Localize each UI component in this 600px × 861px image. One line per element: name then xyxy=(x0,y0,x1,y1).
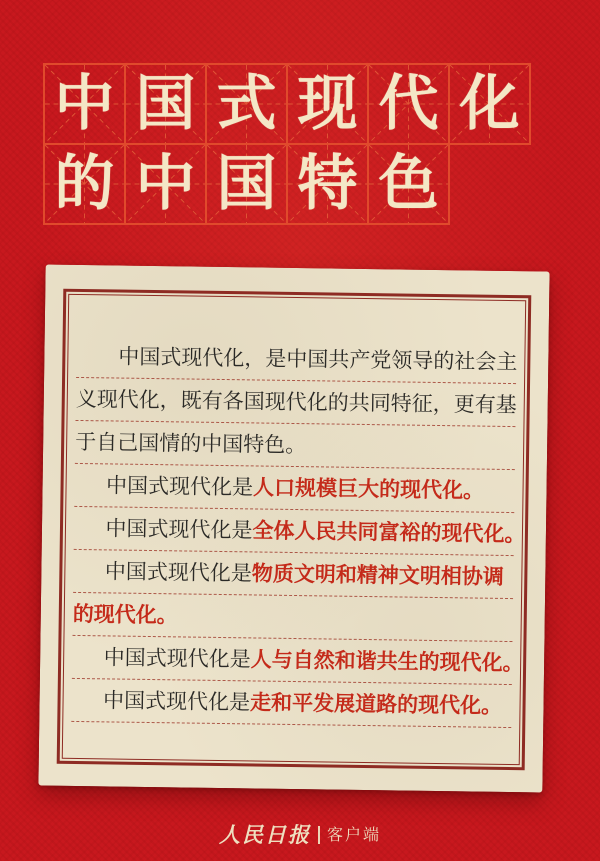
title-char: 代 xyxy=(378,69,439,139)
text-segment: 中国式现代化是 xyxy=(105,516,253,543)
title-grid-cell xyxy=(124,143,207,225)
text-segment: 全体人民共同富裕的现代化。 xyxy=(252,518,526,547)
content-card xyxy=(38,265,549,793)
text-segment: 物质文明和精神文明相协调 xyxy=(251,561,505,589)
title-char: 色 xyxy=(378,149,439,219)
title-grid-cell xyxy=(448,63,531,145)
title-grid-cell xyxy=(367,143,450,225)
text-segment: 中国式现代化是 xyxy=(105,473,254,500)
text-line xyxy=(72,593,513,642)
text-line xyxy=(74,464,515,513)
title-char: 特 xyxy=(297,149,358,219)
title-char: 现 xyxy=(297,69,358,139)
title-grid-cell xyxy=(367,63,450,145)
text-line xyxy=(73,550,514,599)
text-segment: 义现代化，既有各国现代化的共同特征，更有基 xyxy=(75,386,517,418)
title-grid-cell xyxy=(286,63,369,145)
title-char: 的 xyxy=(54,149,115,219)
text-segment: 中国式现代化是 xyxy=(102,688,251,715)
client-label: 客户端 xyxy=(326,824,381,844)
text-line xyxy=(75,378,516,427)
title-grid-cell xyxy=(205,63,288,145)
title-char: 国 xyxy=(135,69,196,139)
card-frame-inner xyxy=(62,294,526,765)
title-grid-cell xyxy=(286,143,369,225)
text-segment: 人与自然和谐共生的现代化。 xyxy=(250,647,524,676)
footer-logo xyxy=(0,824,600,845)
title-char: 国 xyxy=(216,149,277,219)
title-grid-cell xyxy=(43,143,126,225)
text-line xyxy=(75,421,516,470)
text-segment: 人口规模巨大的现代化。 xyxy=(252,475,485,503)
title-grid-cell xyxy=(124,63,207,145)
title-grid xyxy=(43,63,531,225)
peoples-daily-script-logo: 人民日报 xyxy=(218,822,311,847)
text-line xyxy=(72,636,524,685)
logo-divider xyxy=(318,826,320,844)
title-char: 中 xyxy=(135,149,196,219)
title-char: 化 xyxy=(459,69,520,139)
title-char: 中 xyxy=(54,69,115,139)
text-segment: 中国式现代化是 xyxy=(103,645,251,672)
text-segment: 走和平发展道路的现代化。 xyxy=(249,690,503,718)
title-grid-cell xyxy=(205,143,288,225)
title-grid-cell xyxy=(43,63,126,145)
text-segment: 于自己国情的中国特色。 xyxy=(75,429,307,458)
card-text xyxy=(71,335,526,728)
card-frame xyxy=(57,289,532,770)
text-segment: 的现代化。 xyxy=(72,601,178,628)
text-segment: 中国式现代化，是中国共产党领导的社会主 xyxy=(118,344,518,375)
title-grid-row-1 xyxy=(43,63,531,145)
text-line xyxy=(76,335,517,384)
title-grid-row-2 xyxy=(43,143,531,225)
text-line xyxy=(71,679,512,728)
title-char: 式 xyxy=(216,69,277,139)
text-segment: 中国式现代化是 xyxy=(104,559,253,586)
text-line xyxy=(74,507,526,556)
